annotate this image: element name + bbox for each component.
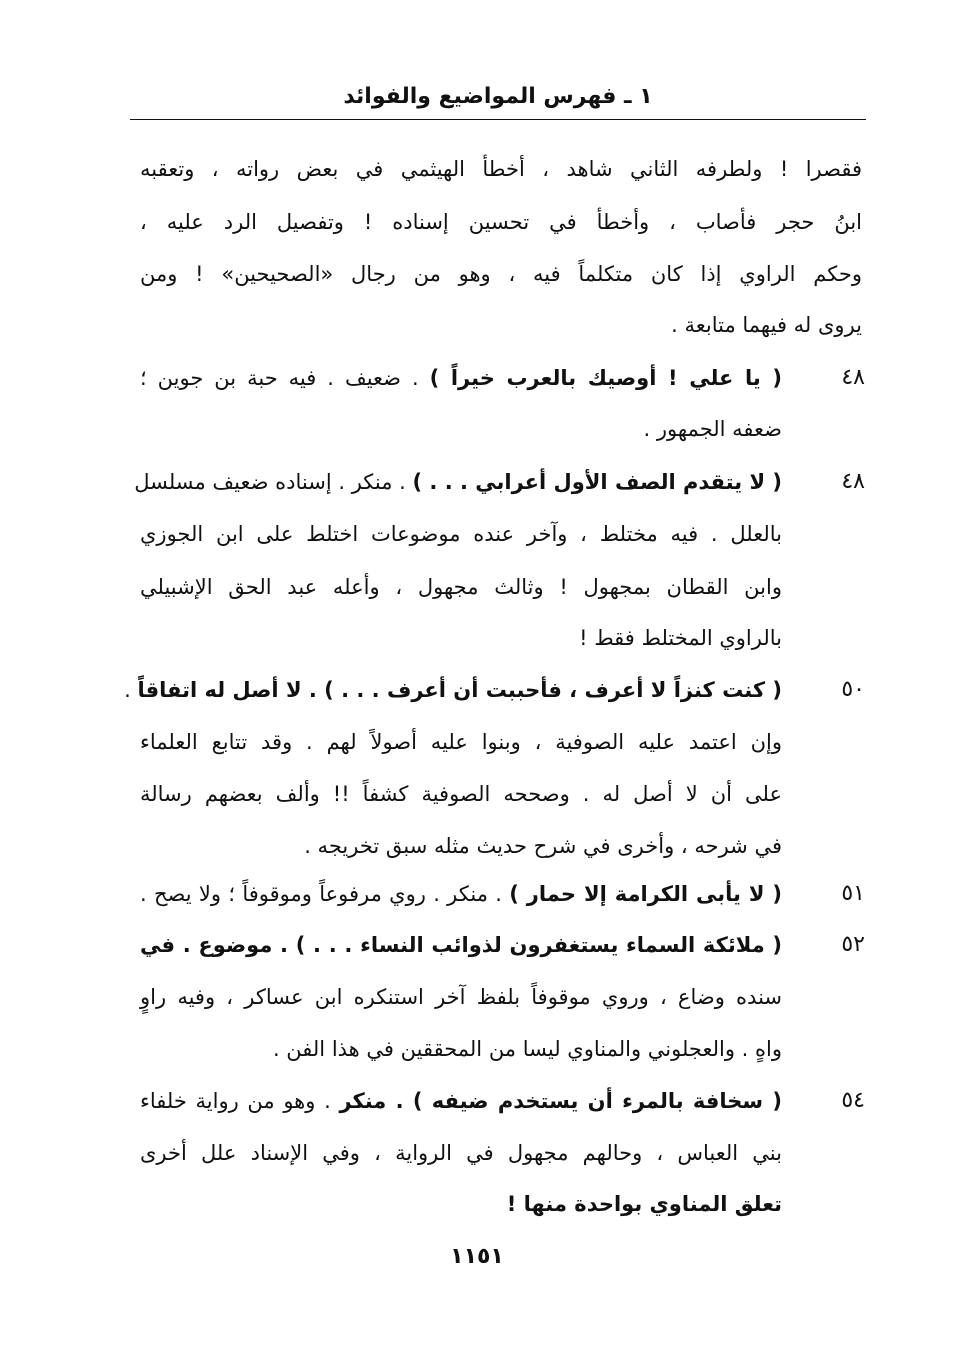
entry-number: ٤٨ <box>841 365 865 390</box>
entry-text: . <box>124 678 138 702</box>
entry-number: ٤٨ <box>841 469 865 494</box>
intro-line-1: فقصرا ! ولطرفه الثاني شاهد ، أخطأ الهيثمي في بعض رواته ، وتعقبه <box>140 157 862 181</box>
entry-line: في شرحه ، وأخرى في شرح حديث مثله سبق تخريجه . <box>304 834 782 858</box>
entry-head: ( يا علي ! أوصيك بالعرب خيراً ) <box>429 366 782 390</box>
entry-line <box>140 358 782 398</box>
entry-text: . ضعيف . فيه حبة بن جوين ؛ <box>140 366 430 390</box>
entry-number: ٥٠ <box>841 677 865 702</box>
entry-line: سنده وضاع ، وروي موقوفاً بلفظ آخر استنكره ابن عساكر ، وفيه راوٍ <box>140 985 782 1009</box>
entry-line: ضعفه الجمهور . <box>643 417 782 441</box>
intro-line-3: وحكم الراوي إذا كان متكلماً فيه ، وهو من رجال «الصحيحين» ! ومن <box>140 262 862 286</box>
entry-line <box>140 1081 782 1121</box>
entry-text: . وهو من رواية خلفاء <box>140 1089 340 1113</box>
entry-head: ( لا يتقدم الصف الأول أعرابي . . . ) <box>412 470 782 494</box>
entry-line: بني العباس ، وحالهم مجهول في الرواية ، وفي الإسناد علل أخرى <box>140 1141 782 1165</box>
entry-line: وابن القطان بمجهول ! وثالث مجهول ، وأعله عبد الحق الإشبيلي <box>140 575 782 599</box>
entry-line <box>124 670 782 710</box>
entry-line: على أن لا أصل له . وصححه الصوفية كشفاً !! وألف بعضهم رسالة <box>140 782 782 806</box>
entry-number: ٥١ <box>841 881 865 906</box>
running-header-title: ١ ـ فهرس المواضيع والفوائد <box>343 84 653 109</box>
entry-head: ( ملائكة السماء يستغفرون لذوائب النساء . . . ) . موضوع . في <box>140 933 782 957</box>
entry-line: بالعلل . فيه مختلط ، وآخر عنده موضوعات اختلط على ابن الجوزي <box>140 522 782 546</box>
entry-line <box>140 874 782 914</box>
intro-line-4: يروى له فيهما متابعة . <box>671 313 862 337</box>
entry-head: ( لا يأبى الكرامة إلا حمار ) <box>509 882 783 906</box>
entry-text: . منكر . إسناده ضعيف مسلسل <box>134 470 413 494</box>
entry-number: ٥٢ <box>841 932 865 957</box>
entry-text: . منكر . روي مرفوعاً وموقوفاً ؛ ولا يصح . <box>140 882 510 906</box>
entry-line <box>140 925 782 965</box>
page-number: ١١٥١ <box>450 1244 504 1269</box>
entry-line: تعلق المناوي بواحدة منها ! <box>506 1192 782 1216</box>
entry-head: ( سخافة بالمرء أن يستخدم ضيفه ) . منكر <box>339 1089 782 1113</box>
entry-line: بالراوي المختلط فقط ! <box>579 626 782 650</box>
entry-line: واهٍ . والعجلوني والمناوي ليسا من المحققين في هذا الفن . <box>272 1037 782 1061</box>
entry-line: وإن اعتمد عليه الصوفية ، وبنوا عليه أصولاً لهم . وقد تتابع العلماء <box>140 730 782 754</box>
intro-line-2: ابنُ حجر فأصاب ، وأخطأ في تحسين إسناده ! وتفصيل الرد عليه ، <box>140 210 862 234</box>
entry-number: ٥٤ <box>841 1088 865 1113</box>
entry-line <box>134 462 782 502</box>
entry-head: ( كنت كنزاً لا أعرف ، فأحببت أن أعرف . . . ) . لا أصل له اتفاقاً <box>137 678 782 702</box>
header-divider <box>130 119 866 120</box>
